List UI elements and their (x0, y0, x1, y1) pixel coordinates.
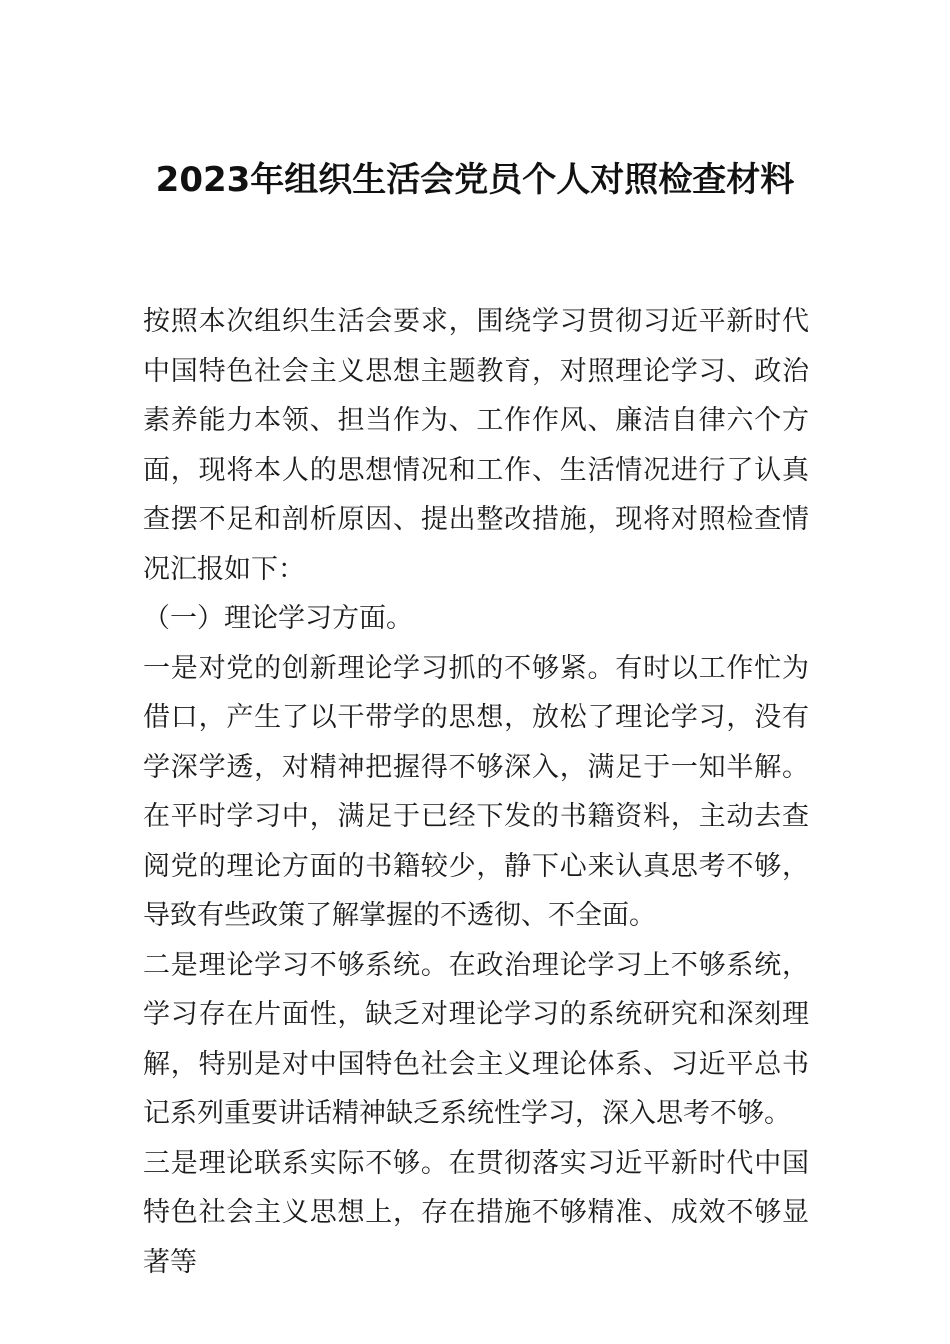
point-two-paragraph: 二是理论学习不够系统。在政治理论学习上不够系统，学习存在片面性，缺乏对理论学习的系统研究和深刻理解，特别是对中国特色社会主义理论体系、习近平总书记系列重要讲话精神缺乏系统性学习，深入思考不够。 (143, 949, 809, 1129)
intro-paragraph: 按照本次组织生活会要求，围绕学习贯彻习近平新时代中国特色社会主义思想主题教育，对照理论学习、政治素养能力本领、担当作为、工作作风、廉洁自律六个方面，现将本人的思想情况和工作、生活情况进行了认真查摆不足和剖析原因、提出整改措施，现将对照检查情况汇报如下： (143, 306, 809, 585)
section-heading: （一）理论学习方面。 (143, 603, 413, 634)
document-title: 2023年组织生活会党员个人对照检查材料 (155, 160, 795, 200)
point-one-paragraph: 一是对党的创新理论学习抓的不够紧。有时以工作忙为借口，产生了以干带学的思想，放松了理论学习，没有学深学透，对精神把握得不够深入，满足于一知半解。在平时学习中，满足于已经下发的书籍资料，主动去查阅党的理论方面的书籍较少，静下心来认真思考不够，导致有些政策了解掌握的不透彻、不全面。 (143, 652, 809, 931)
document-body (143, 297, 809, 1287)
point-three-paragraph: 三是理论联系实际不够。在贯彻落实习近平新时代中国特色社会主义思想上，存在措施不够精准、成效不够显著等 (143, 1147, 809, 1278)
